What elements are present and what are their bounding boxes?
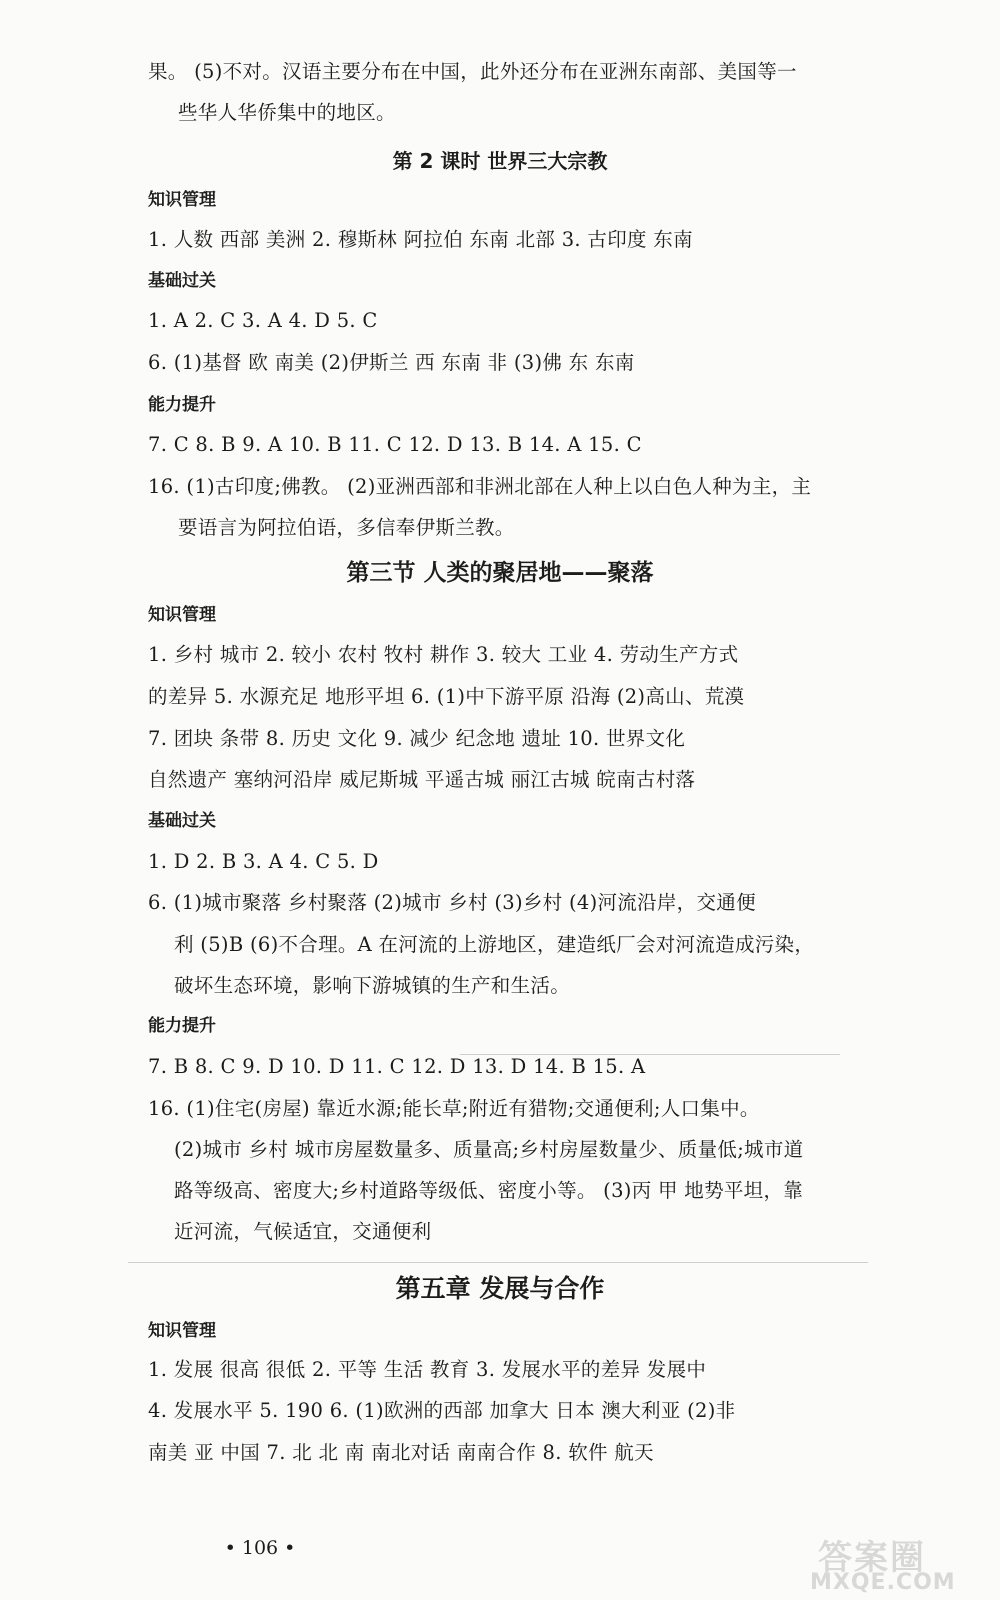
section-title-lesson2: 第 2 课时 世界三大宗教 xyxy=(392,149,608,173)
answer-line: 1. A 2. C 3. A 4. D 5. C xyxy=(148,309,378,332)
answer-line: 7. C 8. B 9. A 10. B 11. C 12. D 13. B 14. A 15. C xyxy=(148,433,642,456)
answer-line: 6. (1)基督 欧 南美 (2)伊斯兰 西 东南 非 (3)佛 东 东南 xyxy=(148,351,635,374)
subheading-knowledge: 知识管理 xyxy=(148,190,216,210)
subheading-ability: 能力提升 xyxy=(148,1016,216,1036)
answer-line: 路等级高、密度大;乡村道路等级低、密度小等。 (3)丙 甲 地势平坦，靠 xyxy=(174,1179,804,1202)
answer-line: 7. 团块 条带 8. 历史 文化 9. 减少 纪念地 遗址 10. 世界文化 xyxy=(148,727,686,750)
answer-line: 的差异 5. 水源充足 地形平坦 6. (1)中下游平原 沿海 (2)高山、荒漠 xyxy=(148,685,745,708)
chapter-divider xyxy=(128,1262,868,1263)
subheading-basic: 基础过关 xyxy=(148,271,216,291)
subheading-knowledge: 知识管理 xyxy=(148,1321,216,1341)
answer-line: 要语言为阿拉伯语，多信奉伊斯兰教。 xyxy=(178,516,515,539)
answer-line: 1. 人数 西部 美洲 2. 穆斯林 阿拉伯 东南 北部 3. 古印度 东南 xyxy=(148,228,693,251)
answer-line: 1. 发展 很高 很低 2. 平等 生活 教育 3. 发展水平的差异 发展中 xyxy=(148,1358,707,1381)
answer-line: 1. D 2. B 3. A 4. C 5. D xyxy=(148,850,379,873)
answer-line: 1. 乡村 城市 2. 较小 农村 牧村 耕作 3. 较大 工业 4. 劳动生产方式 xyxy=(148,643,739,666)
subheading-ability: 能力提升 xyxy=(148,395,216,415)
watermark-url: MXQE.COM xyxy=(810,1570,956,1595)
answer-line: (2)城市 乡村 城市房屋数量多、质量高;乡村房屋数量少、质量低;城市道 xyxy=(174,1138,804,1161)
answer-line: 自然遗产 塞纳河沿岸 威尼斯城 平遥古城 丽江古城 皖南古村落 xyxy=(148,768,696,791)
answer-line: 7. B 8. C 9. D 10. D 11. C 12. D 13. D 14. B 15. A xyxy=(148,1055,646,1078)
text-line: 些华人华侨集中的地区。 xyxy=(178,101,396,124)
page-number: • 106 • xyxy=(224,1537,296,1559)
answer-line: 16. (1)古印度;佛教。 (2)亚洲西部和非洲北部在人种上以白色人种为主，主 xyxy=(148,475,812,498)
answer-line: 南美 亚 中国 7. 北 北 南 南北对话 南南合作 8. 软件 航天 xyxy=(148,1441,654,1464)
answer-line: 4. 发展水平 5. 190 6. (1)欧洲的西部 加拿大 日本 澳大利亚 (2)非 xyxy=(148,1399,736,1422)
watermark-logo-text: 答案圈 xyxy=(818,1538,926,1578)
chapter-title: 第五章 发展与合作 xyxy=(395,1274,605,1303)
subheading-knowledge: 知识管理 xyxy=(148,605,216,625)
answer-line: 破坏生态环境，影响下游城镇的生产和生活。 xyxy=(174,974,571,997)
subheading-basic: 基础过关 xyxy=(148,811,216,831)
answer-line: 6. (1)城市聚落 乡村聚落 (2)城市 乡村 (3)乡村 (4)河流沿岸，交通便 xyxy=(148,891,756,914)
answer-line: 利 (5)B (6)不合理。A 在河流的上游地区，建造纸厂会对河流造成污染， xyxy=(174,933,815,956)
section-title-settlement: 第三节 人类的聚居地——聚落 xyxy=(346,560,654,586)
site-watermark xyxy=(810,1530,990,1596)
text-line: 果。 (5)不对。汉语主要分布在中国，此外还分布在亚洲东南部、美国等一 xyxy=(148,60,797,83)
answer-line: 近河流，气候适宜，交通便利 xyxy=(174,1220,432,1243)
answer-line: 16. (1)住宅(房屋) 靠近水源;能长草;附近有猎物;交通便利;人口集中。 xyxy=(148,1097,760,1120)
